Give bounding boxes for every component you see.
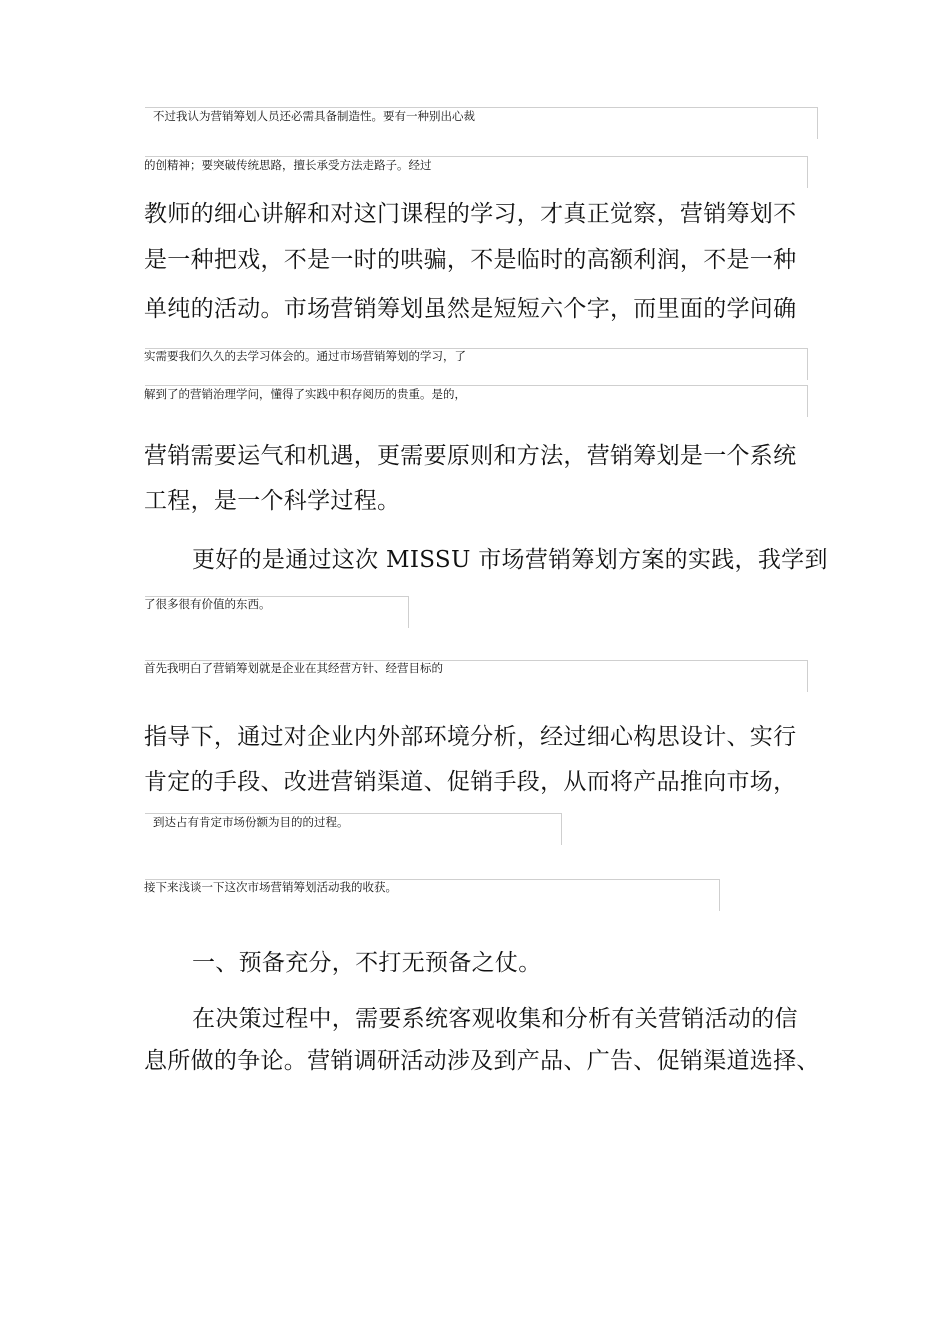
small-text-line: 首先我明白了营销筹划就是企业在其经营方针、经营目标的 [144, 661, 443, 675]
body-text-line: 在决策过程中，需要系统客观收集和分析有关营销活动的信 [192, 1006, 798, 1032]
small-text-line: 的创精神；要突破传统思路，擅长承受方法走路子。经过 [144, 158, 432, 172]
body-text-line: 营销需要运气和机遇，更需要原则和方法，营销筹划是一个系统 [144, 443, 797, 469]
section-heading: 一、预备充分，不打无预备之仗。 [192, 950, 542, 976]
body-text-line: 教师的细心讲解和对这门课程的学习，才真正觉察，营销筹划不 [144, 201, 797, 227]
small-text-line: 到达占有肯定市场份额为目的的过程。 [153, 815, 349, 829]
body-text-line: 肯定的手段、改进营销渠道、促销手段，从而将产品推向市场， [144, 769, 797, 795]
small-text-line: 不过我认为营销筹划人员还必需具备制造性。要有一种别出心裁 [153, 109, 475, 123]
body-text-line: 指导下，通过对企业内外部环境分析，经过细心构思设计、实行 [144, 724, 797, 750]
small-text-line: 实需要我们久久的去学习体会的。通过市场营销筹划的学习，了 [144, 349, 466, 363]
body-text-line: 工程，是一个科学过程。 [144, 488, 401, 514]
body-text-line: 单纯的活动。市场营销筹划虽然是短短六个字，而里面的学问确 [144, 296, 797, 322]
small-text-line: 接下来浅谈一下这次市场营销筹划活动我的收获。 [144, 880, 397, 894]
body-text-line: 息所做的争论。营销调研活动涉及到产品、广告、促销渠道选择、 [144, 1048, 820, 1074]
body-text-line: 更好的是通过这次 MISSU 市场营销筹划方案的实践，我学到 [192, 547, 828, 573]
small-text-line: 了很多很有价值的东西。 [144, 597, 271, 611]
body-text-line: 是一种把戏，不是一时的哄骗，不是临时的高额利润，不是一种 [144, 247, 797, 273]
small-text-line: 解到了的营销治理学问，懂得了实践中积存阅历的贵重。是的， [144, 387, 466, 401]
